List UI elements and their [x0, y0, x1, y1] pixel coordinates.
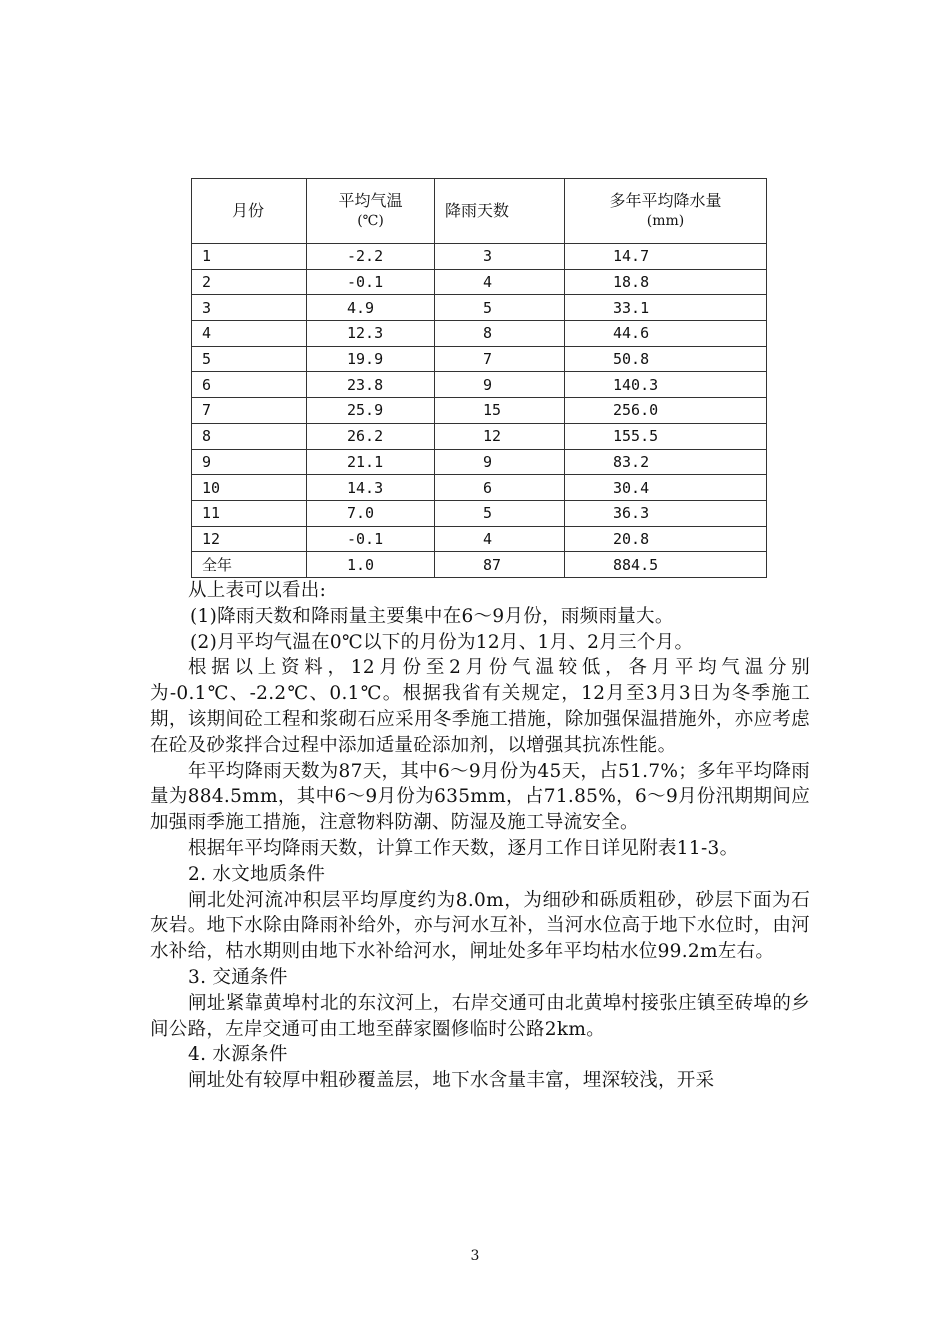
paragraph-hydrogeology: 闸北处河流冲积层平均厚度约为8.0m，为细砂和砾质粗砂，砂层下面为石灰岩。地下水除由降雨补给外，亦与河水互补，当河水位高于地下水位时，由河水补给，枯水期则由地下水补给河水，闸址处多年平均枯水位99.2m左右。 — [150, 889, 810, 963]
header-avg-precip-label: 多年平均降水量 — [609, 191, 722, 210]
cell-month: 6 — [192, 372, 307, 398]
paragraph-point-1: (1)降雨天数和降雨量主要集中在6～9月份，雨频雨量大。 — [190, 605, 674, 627]
cell-avg-temp: 26.2 — [307, 423, 435, 449]
cell-month: 12 — [192, 526, 307, 552]
cell-avg-temp: 19.9 — [307, 346, 435, 372]
header-avg-precip-unit: (mm) — [646, 213, 685, 229]
paragraph-workdays: 根据年平均降雨天数，计算工作天数，逐月工作日详见附表11-3。 — [188, 837, 739, 859]
cell-avg-temp: 12.3 — [307, 321, 435, 347]
table-row — [192, 526, 767, 552]
cell-rain-days: 9 — [435, 449, 565, 475]
cell-rain-days: 5 — [435, 295, 565, 321]
cell-rain-days: 4 — [435, 526, 565, 552]
header-avg-temp-label: 平均气温 — [338, 191, 403, 210]
cell-month: 8 — [192, 423, 307, 449]
paragraph-summary-intro: 从上表可以看出: — [188, 580, 327, 601]
cell-month: 7 — [192, 398, 307, 424]
cell-avg-precip: 140.3 — [565, 372, 767, 398]
cell-month: 11 — [192, 500, 307, 526]
table-row — [192, 295, 767, 321]
cell-avg-precip: 155.5 — [565, 423, 767, 449]
cell-avg-precip: 884.5 — [565, 552, 767, 578]
paragraph-water-source: 闸址处有较厚中粗砂覆盖层，地下水含量丰富，埋深较浅，开采 — [188, 1070, 715, 1092]
cell-month: 5 — [192, 346, 307, 372]
table-row — [192, 346, 767, 372]
table-row — [192, 552, 767, 578]
cell-avg-temp: 4.9 — [307, 295, 435, 321]
cell-avg-precip: 18.8 — [565, 269, 767, 295]
cell-avg-temp: 25.9 — [307, 398, 435, 424]
cell-avg-temp: 7.0 — [307, 500, 435, 526]
cell-avg-temp: 1.0 — [307, 552, 435, 578]
climate-table-container — [191, 178, 766, 578]
cell-avg-temp: 23.8 — [307, 372, 435, 398]
cell-avg-precip: 83.2 — [565, 449, 767, 475]
cell-month: 3 — [192, 295, 307, 321]
cell-avg-precip: 30.4 — [565, 475, 767, 501]
cell-month: 9 — [192, 449, 307, 475]
table-row — [192, 449, 767, 475]
cell-avg-precip: 50.8 — [565, 346, 767, 372]
header-rain-days: 降雨天数 — [435, 179, 565, 244]
cell-rain-days: 6 — [435, 475, 565, 501]
cell-avg-precip: 256.0 — [565, 398, 767, 424]
cell-rain-days: 5 — [435, 500, 565, 526]
section-heading-traffic: 3. 交通条件 — [188, 966, 288, 988]
cell-rain-days: 4 — [435, 269, 565, 295]
cell-rain-days: 3 — [435, 244, 565, 270]
body-text — [150, 578, 810, 1094]
table-row — [192, 398, 767, 424]
table-body — [192, 244, 767, 578]
cell-avg-precip: 20.8 — [565, 526, 767, 552]
climate-table — [191, 178, 767, 578]
section-heading-water-source: 4. 水源条件 — [188, 1044, 288, 1066]
header-avg-temp-unit: (℃) — [357, 213, 384, 229]
cell-avg-precip: 33.1 — [565, 295, 767, 321]
cell-month: 1 — [192, 244, 307, 270]
cell-avg-temp: -0.1 — [307, 269, 435, 295]
cell-month: 10 — [192, 475, 307, 501]
cell-month: 2 — [192, 269, 307, 295]
header-avg-temp — [307, 179, 435, 244]
paragraph-traffic: 闸址紧靠黄埠村北的东汶河上，右岸交通可由北黄埠村接张庄镇至砖埠的乡间公路，左岸交通可由工地至薛家圈修临时公路2km。 — [150, 992, 810, 1040]
section-heading-hydrogeology: 2. 水文地质条件 — [188, 863, 326, 885]
cell-avg-precip: 44.6 — [565, 321, 767, 347]
cell-avg-temp: 14.3 — [307, 475, 435, 501]
cell-rain-days: 87 — [435, 552, 565, 578]
table-row — [192, 321, 767, 347]
paragraph-point-2: (2)月平均气温在0℃以下的月份为12月、1月、2月三个月。 — [190, 631, 694, 653]
header-avg-precip — [565, 179, 767, 244]
table-row — [192, 244, 767, 270]
page-number: 3 — [470, 1248, 480, 1264]
cell-rain-days: 7 — [435, 346, 565, 372]
cell-avg-temp: -2.2 — [307, 244, 435, 270]
cell-avg-precip: 14.7 — [565, 244, 767, 270]
cell-month: 全年 — [192, 552, 307, 578]
table-row — [192, 475, 767, 501]
table-header-row — [192, 179, 767, 244]
paragraph-temperature: 根据以上资料，12月份至2月份气温较低，各月平均气温分别为-0.1℃、-2.2℃、0.1℃。根据我省有关规定，12月至3月3日为冬季施工期，该期间砼工程和浆砌石应采用冬季施工措施，除加强保温措施外，亦应考虑在砼及砂浆拌合过程中添加适量砼添加剂，以增强其抗冻性能。 — [150, 657, 810, 756]
cell-rain-days: 15 — [435, 398, 565, 424]
cell-avg-precip: 36.3 — [565, 500, 767, 526]
table-row — [192, 423, 767, 449]
cell-month: 4 — [192, 321, 307, 347]
paragraph-rainfall: 年平均降雨天数为87天，其中6～9月份为45天，占51.7%；多年平均降雨量为884.5mm，其中6～9月份为635mm，占71.85%，6～9月份汛期期间应加强雨季施工措施，注意物料防潮、防湿及施工导流安全。 — [150, 760, 810, 834]
cell-avg-temp: -0.1 — [307, 526, 435, 552]
table-row — [192, 500, 767, 526]
cell-rain-days: 8 — [435, 321, 565, 347]
table-row — [192, 269, 767, 295]
cell-avg-temp: 21.1 — [307, 449, 435, 475]
cell-rain-days: 12 — [435, 423, 565, 449]
header-month: 月份 — [192, 179, 307, 244]
cell-rain-days: 9 — [435, 372, 565, 398]
table-row — [192, 372, 767, 398]
